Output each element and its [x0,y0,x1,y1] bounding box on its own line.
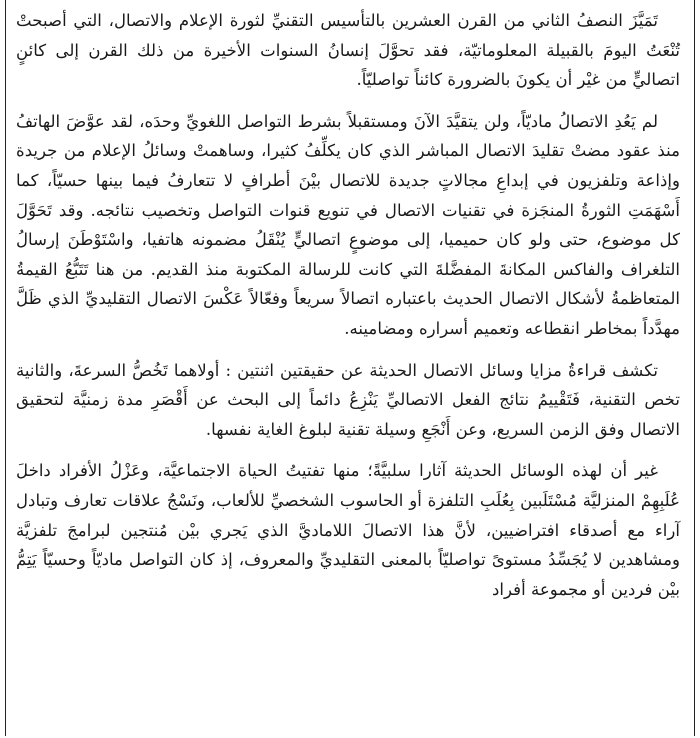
paragraph-1: تَمَيَّزَ النصفُ الثاني من القرن العشرين بالتأسيس التقنيِّ لثورة الإعلام والاتصال، التي أصبحتْ تُنْعَتُ اليومَ بالقبيلة المعلوماتيّة، فقد تحوَّلَ إنسانُ السنوات الأخيرة من ذلك القرن إلى كائنٍ اتصاليٍّ من غيْر أن يكونَ بالضرورة كائناً تواصليّاً. [16,11,680,90]
article-body [16,6,680,616]
paragraph-4: غير أن لهذه الوسائل الحديثة آثارا سلبيَّةً؛ منها تفتيتُ الحياة الاجتماعيَّة، وعَزْلُ الأفراد داخلَ عُلَبِهِمْ المنزليَّة مُسْتَلَبين بِعُلَبِ التلفزة أو الحاسوب الشخصيِّ للألعاب، ونَسْجُ علاقات تعارف وتبادل آراء مع أصدقاء افتراضيين، لأنَّ هذا الاتصالَ اللاماديَّ الذي يَجري بيْن مُنتجين لبرامجَ تلفزيَّة ومشاهدين لا يُجَسِّدُ مستوىً تواصليّاً بالمعنى التقليديِّ والمعروف، إذ كان التواصل ماديّاً وحسيّاً يَتِمُّ بيْن فردين أو مجموعة أفراد [16,461,680,599]
document-page [5,0,695,736]
paragraph-2: لم يَعُدِ الاتصالُ ماديّاً، ولن يتقيَّدَ الآنَ ومستقبلاً بشرط التواصل اللغويِّ وحدَه، لقد عوَّضَ الهاتفُ منذ عقود مضتْ تقليدَ الاتصال المباشر الذي كان يكلِّفُ كثيرا، وساهمتْ وسائلُ الإعلام من جريدة وإذاعة وتلفزيون في إبداعِ مجالاتٍ جديدة للاتصال بيْنَ أطرافٍ لا تتعارفُ فيما بينها حسيّاً، كما أَسْهَمَتِ الثورةُ المنجَزة في تقنيات الاتصال في تنويع قنوات التواصل وتخصيب نتائجه. وقد تَحَوَّلَ كل موضوع، حتى ولو كان حميميا، إلى موضوعٍ اتصاليٍّ يُنْقَلُ مضمونه هاتفيا، واسْتَوْطَنَ إرسالُ التلغراف والفاكس المكانةَ المفضَّلةَ التي كانت للرسالة المكتوبة منذ القديم. من هنا تَتَبُّعُ القيمةُ المتعاظمةُ لأشكال الاتصال الحديث باعتباره اتصالاً سريعاً وفعّالاً عَكْسَ الاتصال التقليديِّ الذي ظَلَّ مهدَّداً بمخاطر انقطاعه وتعميم أسراره ومضامينه. [16,111,680,338]
paragraph-3: تكشف قراءةُ مزايا وسائل الاتصال الحديثة عن حقيقتين اثنتين : أولاهما تَخُصُّ السرعةَ، والثانية تخص التقنية، فَتَقْييمُ نتائج الفعل الاتصاليِّ يَنْزِعُ دائماً إلى البحث عن أَقْصَرِ مدة زمنيَّة لتحقيق الاتصال وفق الزمن السريع، وعن أَنْجَعِ وسيلة تقنية لبلوغ الغاية نفسها. [16,360,680,439]
